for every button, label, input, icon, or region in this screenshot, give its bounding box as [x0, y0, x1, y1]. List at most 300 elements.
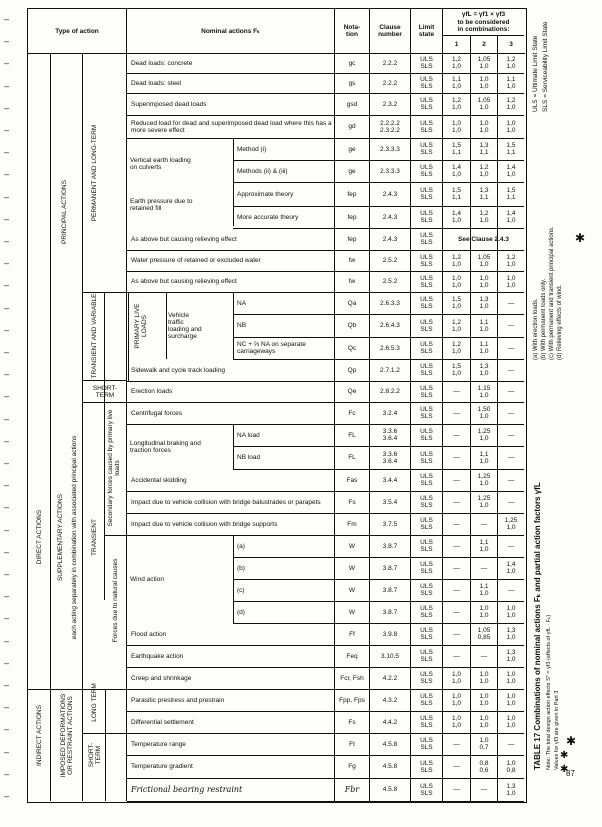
factor-c2: 1,05 1,0 — [477, 56, 491, 70]
note-uls: ULS = Ultimate Limit State — [531, 35, 539, 112]
column-line — [470, 35, 471, 801]
group-divider — [82, 380, 126, 381]
clause-number: 4.3.2 — [382, 696, 398, 704]
action-name: Dead loads: concrete — [131, 59, 193, 67]
factor-c2: 1,1 1,0 — [479, 539, 489, 553]
factor-c3: 1,1 1,0 — [506, 76, 516, 90]
asterisk-mark-1: ✱ — [575, 231, 586, 245]
factor-c3: 1,3 1,0 — [506, 649, 516, 663]
limit-state: ULS SLS — [420, 428, 433, 442]
factor-c3: — — [507, 740, 515, 748]
factor-c1: — — [453, 786, 460, 793]
margin-tick: ‒ — [4, 657, 10, 668]
margin-tick: ‒ — [4, 635, 10, 646]
margin-tick: ‒ — [4, 102, 10, 113]
label-supplementary-note: each acting separately in combination with associated principal actions — [70, 435, 78, 640]
factor-c3: 1,0 1,0 — [506, 605, 516, 619]
margin-tick: ‒ — [4, 147, 10, 158]
margin-tick: ‒ — [4, 768, 10, 779]
factor-c3: 1,5 1,1 — [506, 142, 516, 156]
clause-number: 3.8.7 — [382, 564, 398, 572]
factor-c3: 1,2 1,0 — [506, 56, 516, 70]
action-name: Centrifugal forces — [131, 409, 182, 417]
margin-tick: ‒ — [4, 369, 10, 380]
asterisk-mark-3: ✱ — [560, 750, 569, 761]
notation: W — [348, 586, 356, 594]
limit-state: ULS SLS — [420, 759, 433, 774]
group-line — [128, 292, 129, 381]
factor-c2: 1,1 1,0 — [479, 450, 489, 465]
clause-number: 2.4.3 — [382, 235, 398, 243]
notation: gc — [348, 59, 356, 67]
factor-c3: 1,0 1,0 — [506, 274, 516, 289]
action-name: NB — [237, 322, 247, 329]
factor-c3: — — [507, 542, 515, 550]
factor-c3: 1,4 1,0 — [506, 561, 516, 575]
margin-tick: ‒ — [4, 14, 10, 24]
clause-number: 2.5.2 — [382, 278, 398, 285]
action-name: Reduced load for dead and superimposed dead load where this has a more severe effect — [131, 119, 332, 134]
sub-line — [233, 138, 234, 226]
sub-line — [233, 535, 234, 623]
factor-c3: — — [507, 498, 515, 506]
factor-c1: 1,2 1,0 — [451, 56, 462, 70]
margin-tick: ‒ — [4, 502, 10, 513]
limit-state: ULS SLS — [420, 737, 433, 751]
margin-tick: ‒ — [4, 680, 10, 690]
factor-c2: 1,1 1,0 — [479, 583, 489, 597]
margin-tick: ‒ — [4, 413, 10, 424]
notation: fep — [347, 235, 357, 243]
group-line — [104, 292, 105, 402]
limit-state: ULS SLS — [420, 97, 433, 111]
notation: Fc — [348, 409, 356, 417]
column-line — [334, 9, 335, 801]
action-name: NB load — [237, 454, 261, 461]
factor-c1: — — [453, 409, 460, 417]
label-primary-live-loads: PRIMARY LIVE LOADS — [134, 303, 148, 349]
margin-tick: ‒ — [4, 169, 10, 180]
action-name: Erection loads — [131, 388, 173, 395]
table-caption: TABLE 17 Combinations of nominal actions Fₖ and partial action factors γfL — [532, 482, 542, 770]
notation: fep — [347, 213, 357, 221]
limit-state: ULS SLS — [420, 274, 433, 289]
clause-number: 3.9.8 — [382, 630, 398, 638]
margin-tick: ‒ — [4, 125, 10, 135]
factor-c3: — — [507, 388, 515, 395]
header-gamma: γfL = γf1 × γf3 — [461, 10, 506, 18]
limit-state: ULS SLS — [420, 406, 433, 420]
factor-c2: — — [480, 652, 488, 660]
notation: ge — [348, 145, 356, 153]
factor-c3: 1,0 1,0 — [506, 715, 516, 729]
clause-number: 3.2.4 — [382, 409, 398, 417]
note-c: (c) With permanent and transient principal actions. — [548, 226, 555, 360]
caption-note-2: Values for γf3 are given in Part 3 — [553, 690, 560, 770]
clause-number: 4.5.8 — [382, 763, 398, 770]
factor-c3: 1,0 1,0 — [506, 693, 516, 707]
factor-c2: 1,05 0,85 — [477, 627, 491, 641]
margin-tick: ‒ — [4, 391, 10, 402]
action-name: Sidewalk and cycle track loading — [131, 366, 225, 374]
limit-state: ULS SLS — [420, 605, 433, 619]
factor-c1: 1,0 1,0 — [451, 274, 462, 289]
clause-number: 2.2.2 — [382, 59, 398, 67]
margin-tick: ‒ — [4, 36, 10, 47]
factor-c1: — — [453, 586, 460, 594]
action-name: Differential settlement — [131, 718, 194, 726]
notation: gd — [348, 123, 356, 130]
factor-c1: 1,2 1,0 — [451, 341, 462, 355]
notation: Fpp, Fps — [339, 696, 365, 704]
action-name: (a) — [237, 542, 245, 550]
action-name: Methods (ii) & (iii) — [237, 167, 288, 175]
group-divider — [82, 733, 126, 734]
factor-c2: 1,1 1,0 — [479, 341, 489, 355]
margin-tick: ‒ — [4, 258, 10, 269]
factor-c1: — — [453, 454, 460, 461]
limit-state: ULS SLS — [420, 341, 433, 355]
combo-col-2: 2 — [482, 41, 486, 48]
group-line — [105, 689, 106, 801]
combo-col-3: 3 — [509, 41, 513, 48]
limit-state: ULS SLS — [420, 56, 433, 70]
factor-c3: — — [507, 366, 515, 374]
clause-number: 2.2.2 — [382, 79, 398, 87]
margin-tick: ‒ — [4, 746, 10, 757]
action-name: Temperature gradient — [131, 763, 193, 770]
action-name: As above but causing relieving effect — [131, 235, 237, 243]
factor-c2: 1,25 1,0 — [477, 428, 491, 442]
factor-c3: 1,0 1,0 — [506, 671, 516, 685]
factor-c3: — — [507, 431, 515, 439]
label-vertical-earth: Vertical earth loading on culverts — [130, 157, 191, 171]
factor-c2: 1,0 1,0 — [479, 693, 489, 707]
action-name: Approximate theory — [237, 190, 294, 198]
action-name: Flood action — [131, 630, 167, 638]
label-short-term-2: SHORT- TERM — [88, 742, 102, 768]
limit-state: ULS SLS — [420, 253, 433, 268]
clause-number: 2.6.3.3 — [380, 299, 400, 307]
factor-c1: 1,5 1,0 — [451, 296, 462, 310]
clause-number: 2.6.4.3 — [380, 322, 400, 329]
action-name: (d) — [237, 608, 245, 616]
note-b: (b) With permanent loads only. — [540, 278, 547, 360]
label-imposed-deformations: IMPOSED DEFORMATIONS OR RESTRAINT ACTIONS — [60, 693, 74, 778]
action-name: Method (i) — [237, 145, 267, 153]
limit-state: ULS SLS — [420, 164, 433, 178]
notation: W — [348, 542, 356, 550]
limit-state: ULS SLS — [420, 561, 433, 575]
notation: Qc — [347, 344, 357, 352]
notation: Fas — [346, 476, 358, 484]
clause-number: 3.5.4 — [382, 498, 398, 506]
label-indirect-actions: INDIRECT ACTIONS — [35, 705, 43, 766]
margin-tick: ‒ — [4, 347, 10, 357]
action-name: Impact due to vehicle collision with bridge supports — [131, 520, 278, 528]
limit-state: ULS SLS — [420, 473, 433, 487]
notation: FL — [348, 454, 356, 461]
margin-tick: ‒ — [4, 324, 10, 335]
margin-tick: ‒ — [4, 58, 10, 69]
margin-tick: ‒ — [4, 191, 10, 202]
factor-c2: 1,3 1,1 — [479, 142, 489, 156]
factor-c1: — — [453, 608, 460, 616]
action-name: Superimposed dead loads — [131, 100, 207, 108]
notation: Fm — [347, 520, 357, 528]
notation: fw — [348, 278, 356, 285]
notation: Ft — [349, 740, 355, 748]
clause-number: 2.6.5.3 — [380, 344, 400, 352]
margin-tick: ‒ — [4, 569, 10, 579]
limit-state: ULS SLS — [420, 649, 433, 663]
factor-c3: 1,2 1,0 — [506, 97, 516, 111]
limit-state: ULS SLS — [420, 232, 433, 246]
factor-c1: — — [453, 652, 460, 660]
factor-c2: 1,25 1,0 — [477, 473, 491, 487]
row-divider — [127, 801, 524, 802]
action-name: Frictional bearing restraint — [131, 785, 243, 794]
clause-number: 4.5.8 — [382, 786, 398, 793]
note-d: (d) Relieving effects of wind. — [556, 284, 563, 360]
notation: fw — [348, 257, 356, 264]
limit-state: ULS SLS — [420, 119, 433, 134]
limit-state: ULS SLS — [420, 318, 433, 333]
factor-c2: 1,0 1,0 — [479, 274, 489, 289]
factor-c1: — — [453, 740, 460, 748]
group-divider — [104, 535, 126, 536]
limit-state: ULS SLS — [420, 517, 433, 531]
margin-tick: ‒ — [4, 546, 10, 557]
margin-tick: ‒ — [4, 591, 10, 602]
margin-tick: ‒ — [4, 791, 10, 801]
factor-c1: — — [453, 498, 460, 506]
label-vehicle-traffic: Vehicle traffic loading and surcharge — [168, 312, 202, 340]
factor-c3: — — [507, 344, 515, 352]
action-name: Parasitic prestress and prestrain — [131, 696, 225, 704]
factor-c1: — — [453, 476, 460, 484]
notation: W — [348, 608, 356, 616]
limit-state: ULS SLS — [420, 384, 433, 399]
factor-c3: — — [507, 322, 515, 329]
caption-note: Note: The total design action effects S* = γf3 (effects of γfL · Fₖ) — [545, 614, 552, 770]
clause-number: 3.7.5 — [382, 520, 398, 528]
factor-c3: 1,0 1,0 — [506, 119, 516, 134]
header-nominal-actions: Nominal actions Fₖ — [201, 27, 260, 35]
action-name: Water pressure of retained or excluded water — [131, 257, 261, 264]
factor-c2: 1,25 1,0 — [477, 495, 491, 509]
factor-c3: — — [507, 476, 515, 484]
limit-state: ULS SLS — [420, 693, 433, 707]
label-supplementary-actions: SUPPLEMENTARY ACTIONS — [56, 493, 64, 582]
header-notation: Nota- tion — [343, 24, 361, 38]
label-transient: TRANSIENT — [90, 519, 98, 556]
asterisk-mark-2: ✱ — [566, 734, 577, 748]
margin-tick: ‒ — [4, 302, 10, 313]
action-name: NA load — [237, 431, 260, 439]
notation: gsd — [346, 100, 358, 108]
limit-state: ULS SLS — [420, 495, 433, 509]
notation: Qb — [347, 322, 357, 329]
label-long-term: LONG TERM — [90, 683, 98, 722]
label-natural-causes: Forces due to natural causes — [111, 558, 119, 643]
notation: Feq — [346, 652, 358, 660]
action-name: NA — [237, 299, 247, 307]
factor-c3: 1,3 1,0 — [506, 782, 516, 797]
factor-c1: 1,1 1,0 — [451, 76, 462, 90]
label-secondary-forces: Secondary forces caused by primary live loads — [107, 409, 121, 527]
header-combinations: to be considered in combinations: — [457, 19, 510, 33]
margin-tick: ‒ — [4, 213, 10, 224]
factor-c2: 0,8 0,6 — [479, 759, 489, 774]
factor-c1: 1,2 1,0 — [451, 253, 462, 268]
asterisk-mark-4: ✱ — [560, 764, 569, 775]
margin-tick: ‒ — [4, 702, 10, 713]
factor-c1: — — [453, 431, 460, 439]
sub-line — [233, 424, 234, 469]
group-divider — [82, 402, 126, 403]
action-name: (c) — [237, 586, 245, 594]
clause-number: 2.7.1.2 — [380, 366, 400, 374]
action-name: (b) — [237, 564, 245, 572]
clause-number: 3.3.6 3.6.4 — [382, 450, 398, 465]
notation: fep — [347, 190, 357, 198]
column-line — [497, 35, 498, 801]
factor-c1: — — [453, 630, 460, 638]
notation: Qp — [347, 366, 357, 374]
factor-c3: — — [507, 299, 515, 307]
factor-c1: — — [453, 520, 460, 528]
limit-state: ULS SLS — [420, 627, 433, 641]
label-transient-variable: TRANSIENT AND VARIABLE — [90, 293, 98, 379]
limit-state: ULS SLS — [420, 142, 433, 156]
action-name: NC + ⅔ NA on separate carriageways — [237, 341, 306, 355]
clause-number: 4.5.8 — [382, 740, 398, 748]
note-a: (a) With erection loads. — [532, 298, 539, 360]
clause-number: 2.3.3.3 — [380, 145, 400, 153]
factor-c2: 1,1 1,0 — [479, 318, 489, 333]
note-sls: SLS = Serviceability Limit State — [541, 21, 549, 112]
notation: Fg — [348, 763, 356, 770]
group-divider — [82, 689, 126, 690]
notation: Qe — [347, 388, 357, 395]
margin-tick: ‒ — [4, 480, 10, 491]
factor-c1: 1,5 1,1 — [451, 142, 462, 156]
header-clause: Clause number — [378, 24, 402, 38]
clause-number: 2.4.3 — [382, 213, 398, 221]
factor-c2: 1,0 1,0 — [479, 715, 489, 729]
factor-c1: 1,5 1,0 — [451, 363, 462, 377]
column-line — [442, 9, 443, 801]
action-name: Impact due to vehicle collision with bridge balustrades or parapets — [131, 498, 321, 506]
limit-state: ULS SLS — [420, 539, 433, 553]
factor-c1: 1,0 1,0 — [451, 119, 462, 134]
factor-c3: 1,4 1,0 — [506, 164, 516, 178]
factor-c1: — — [453, 542, 460, 550]
margin-tick: ‒ — [4, 613, 10, 624]
factor-c1: 1,0 1,0 — [451, 715, 462, 729]
factor-c2: 1,0 1,0 — [479, 119, 489, 134]
factor-c2: 1,2 1,0 — [479, 210, 489, 224]
column-line — [126, 9, 127, 801]
label-principal-actions: PRINCIPAL ACTIONS — [60, 180, 68, 244]
factor-c2: 1,3 1,0 — [479, 296, 489, 310]
notation: ge — [348, 167, 356, 175]
action-name: As above but causing relieving effect — [131, 278, 237, 285]
action-name: Accidental skidding — [131, 476, 187, 484]
margin-tick: ‒ — [4, 524, 10, 535]
notation: gs — [348, 79, 356, 87]
factor-c2: 1,15 1,0 — [477, 384, 491, 399]
notation: Ff — [349, 630, 355, 638]
clause-number: 3.8.7 — [382, 586, 398, 594]
header-divider — [27, 53, 525, 54]
limit-state: ULS SLS — [420, 671, 433, 685]
clause-number: 2.8.2.2 — [380, 388, 400, 395]
factor-c1: — — [453, 763, 460, 770]
limit-state: ULS SLS — [420, 583, 433, 597]
limit-state: ULS SLS — [420, 715, 433, 729]
factor-c2: 1,0 1,0 — [479, 76, 489, 90]
limit-state: ULS SLS — [420, 363, 433, 377]
notation: Fbr — [344, 785, 360, 794]
action-name: Dead loads: steel — [131, 79, 182, 87]
factor-c1: — — [453, 564, 460, 572]
clause-number: 2.3.3.3 — [380, 167, 400, 175]
header-subdivider — [442, 35, 524, 36]
limit-state: ULS SLS — [420, 187, 433, 201]
factor-c3: 1,0 0,8 — [506, 759, 516, 774]
factor-c2: — — [480, 564, 488, 572]
limit-state: ULS SLS — [420, 782, 433, 797]
clause-number: 2.3.2 — [382, 100, 398, 108]
factor-c1: 1,4 1,0 — [451, 210, 462, 224]
action-name: More accurate theory — [237, 213, 299, 221]
factor-c1: — — [453, 388, 460, 395]
limit-state: ULS SLS — [420, 450, 433, 465]
factor-c3: — — [507, 454, 515, 461]
header-limit-state: Limit state — [418, 24, 435, 38]
clause-number: 2.2.2.2 2.3.2.2 — [380, 119, 400, 134]
factor-c1: 1,0 1,0 — [451, 693, 462, 707]
margin-tick: ‒ — [4, 458, 10, 468]
notation: W — [348, 564, 356, 572]
factor-c3: 1,2 1,0 — [506, 253, 516, 268]
factor-c3: 1,4 1,0 — [506, 210, 516, 224]
limit-state: ULS SLS — [420, 76, 433, 90]
label-longitudinal: Longitudinal braking and traction forces — [130, 440, 201, 454]
label-direct-actions: DIRECT ACTIONS — [35, 509, 43, 565]
clause-number: 4.4.2 — [382, 718, 398, 726]
factor-c2: 1,05 1,0 — [477, 97, 491, 111]
sub-line — [233, 292, 234, 359]
clause-number: 2.5.2 — [382, 257, 398, 264]
column-line — [410, 9, 411, 801]
factor-c2: — — [480, 520, 488, 528]
factor-c2: 1,3 1,1 — [479, 187, 489, 201]
label-permanent-long-term: PERMANENT AND LONG-TERM — [90, 124, 98, 222]
factor-c3: 1,3 1,0 — [506, 627, 516, 641]
clause-number: 3.4.4 — [382, 476, 398, 484]
factor-c3: 1,25 1,0 — [504, 517, 518, 531]
factor-c1: 1,0 1,0 — [451, 671, 462, 685]
factor-c3: — — [507, 586, 515, 594]
factor-c2: 1,0 1,0 — [479, 671, 489, 685]
margin-tick: ‒ — [4, 435, 10, 446]
notation: FL — [348, 431, 356, 439]
factor-c2: 1,2 1,0 — [479, 164, 489, 178]
combo-col-1: 1 — [454, 41, 459, 48]
